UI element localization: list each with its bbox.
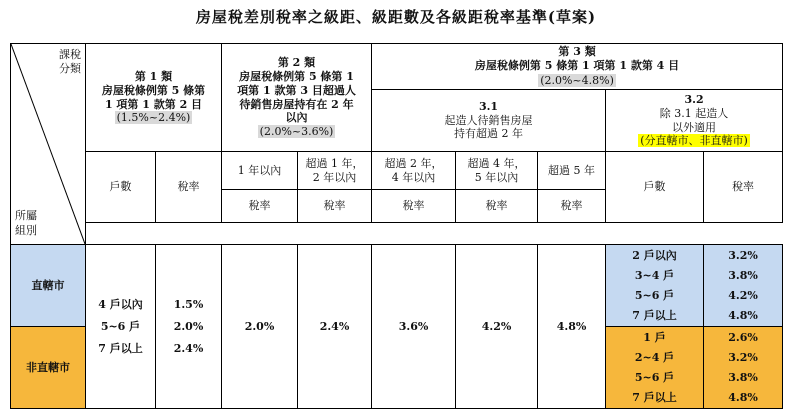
- cat1-rate-value: 2.4%: [173, 341, 204, 355]
- cat3-1-rate-3: 4.8%: [538, 245, 606, 409]
- cat3-2-nondirect-rates: [704, 327, 783, 409]
- nondirect-rate-value: 2.6%: [728, 330, 758, 344]
- corner-label-line: 組別: [15, 223, 37, 237]
- corner-header-cell: [11, 44, 86, 245]
- cat3-1-rate-label-1: 稅率: [372, 190, 456, 223]
- cat2-period-2: [298, 152, 372, 190]
- cat3-range: (2.0%~4.8%): [540, 73, 614, 87]
- nondirect-household-value: 1 戶: [643, 330, 666, 344]
- group-nondirect-label: 非直轄市: [11, 327, 86, 409]
- nondirect-rate-value: 4.8%: [728, 390, 758, 404]
- cat3-name: 第 3 類: [558, 45, 596, 59]
- corner-tax-category-label: [59, 48, 81, 77]
- cat1-name: 第 1 類: [134, 70, 173, 83]
- direct-household-value: 7 戶以上: [632, 308, 677, 322]
- cat3-1-period-1-line: 4 年以內: [391, 170, 436, 184]
- direct-rate-value: 3.8%: [728, 268, 758, 282]
- cat3-1-period-2-line: 5 年以內: [474, 170, 519, 184]
- cat3-2-header: [606, 90, 783, 152]
- cat1-header: [86, 44, 222, 152]
- cat3-1-desc-line: 起造人待銷售房屋: [444, 113, 533, 127]
- cat2-rate-1: 2.0%: [222, 245, 298, 409]
- cat1-rate-value: 2.0%: [173, 319, 204, 333]
- cat3-desc: 房屋稅條例第 5 條第 1 項第 1 款第 4 目: [474, 59, 680, 73]
- cat3-2-direct-households: [606, 245, 704, 327]
- cat1-desc-line: 房屋稅條例第 5 條第: [101, 83, 206, 97]
- cat1-households-cell: [86, 245, 156, 409]
- cat2-name: 第 2 類: [277, 56, 316, 70]
- cat1-households-header: 戶數: [86, 152, 156, 223]
- cat3-1-header: [372, 90, 606, 152]
- cat3-2-note: (分直轄市、非直轄市): [640, 134, 748, 148]
- cat2-rate-label-2: 稅率: [298, 190, 372, 223]
- corner-group-label: [15, 209, 37, 238]
- cat2-range: (2.0%~3.6%): [259, 125, 334, 138]
- corner-label-line: 所屬: [15, 209, 37, 223]
- cat2-desc-line: 待銷售房屋持有在 2 年: [239, 97, 354, 111]
- direct-household-value: 5~6 戶: [634, 288, 675, 302]
- cat2-period-2-line: 超過 1 年，: [305, 156, 364, 170]
- nondirect-household-value: 7 戶以上: [632, 390, 677, 404]
- cat3-2-direct-rates: [704, 245, 783, 327]
- direct-rate-value: 3.2%: [728, 248, 758, 262]
- cat3-1-period-2: [456, 152, 538, 190]
- corner-label-line: 課稅: [59, 48, 81, 61]
- cat2-period-1: 1 年以內: [222, 152, 298, 190]
- cat1-household-value: 4 戶以內: [98, 297, 143, 311]
- group-direct-label: 直轄市: [11, 245, 86, 327]
- cat1-rates-cell: [156, 245, 222, 409]
- direct-rate-value: 4.8%: [728, 308, 758, 322]
- cat2-desc-line: 房屋稅條例第 5 條第 1: [239, 70, 354, 83]
- cat2-desc-line: 項第 1 款第 3 目超過人: [237, 83, 356, 97]
- cat3-1-period-1: [372, 152, 456, 190]
- cat3-2-desc-line: 以外適用: [672, 120, 717, 134]
- cat3-2-code: 3.2: [684, 93, 704, 106]
- nondirect-rate-value: 3.8%: [728, 370, 758, 384]
- direct-household-value: 3~4 戶: [634, 268, 675, 282]
- cat2-period-2-line: 2 年以內: [312, 170, 357, 184]
- cat1-household-value: 7 戶以上: [98, 341, 143, 355]
- cat1-rate-value: 1.5%: [173, 297, 204, 311]
- nondirect-household-value: 5~6 戶: [634, 370, 675, 384]
- cat2-header: [222, 44, 372, 152]
- cat3-2-rate-header: 稅率: [704, 152, 783, 223]
- cat1-household-value: 5~6 戶: [100, 319, 141, 333]
- cat3-1-rate-1: 3.6%: [372, 245, 456, 409]
- nondirect-household-value: 2~4 戶: [634, 350, 675, 364]
- cat3-1-rate-label-2: 稅率: [456, 190, 538, 223]
- cat3-1-desc-line: 持有超過 2 年: [454, 127, 524, 141]
- cat3-1-rate-label-3: 稅率: [538, 190, 606, 223]
- cat2-desc-line: 以內: [285, 111, 308, 125]
- cat3-1-period-1-line: 超過 2 年，: [384, 156, 443, 170]
- nondirect-rate-value: 3.2%: [728, 350, 758, 364]
- cat3-2-nondirect-households: [606, 327, 704, 409]
- cat3-2-households-header: 戶數: [606, 152, 704, 223]
- direct-rate-value: 4.2%: [728, 288, 758, 302]
- cat2-rate-2: 2.4%: [298, 245, 372, 409]
- cat3-1-period-3: 超過 5 年: [538, 152, 606, 190]
- page-title: 房屋稅差別稅率之級距、級距數及各級距稅率基準(草案): [195, 8, 597, 26]
- cat3-2-desc-line: 除 3.1 起造人: [659, 106, 729, 120]
- tax-rate-table: [10, 43, 783, 409]
- cat3-1-code: 3.1: [478, 99, 499, 113]
- corner-label-line: 分類: [59, 62, 81, 76]
- cat3-1-rate-2: 4.2%: [456, 245, 538, 409]
- cat1-rate-header: 稅率: [156, 152, 222, 223]
- cat2-rate-label-1: 稅率: [222, 190, 298, 223]
- cat1-range: (1.5%~2.4%): [116, 111, 191, 125]
- cat3-1-period-2-line: 超過 4 年，: [467, 156, 526, 170]
- cat1-desc-line: 1 項第 1 款第 2 目: [104, 97, 203, 111]
- direct-household-value: 2 戶以內: [632, 248, 677, 262]
- cat3-header: [372, 44, 783, 90]
